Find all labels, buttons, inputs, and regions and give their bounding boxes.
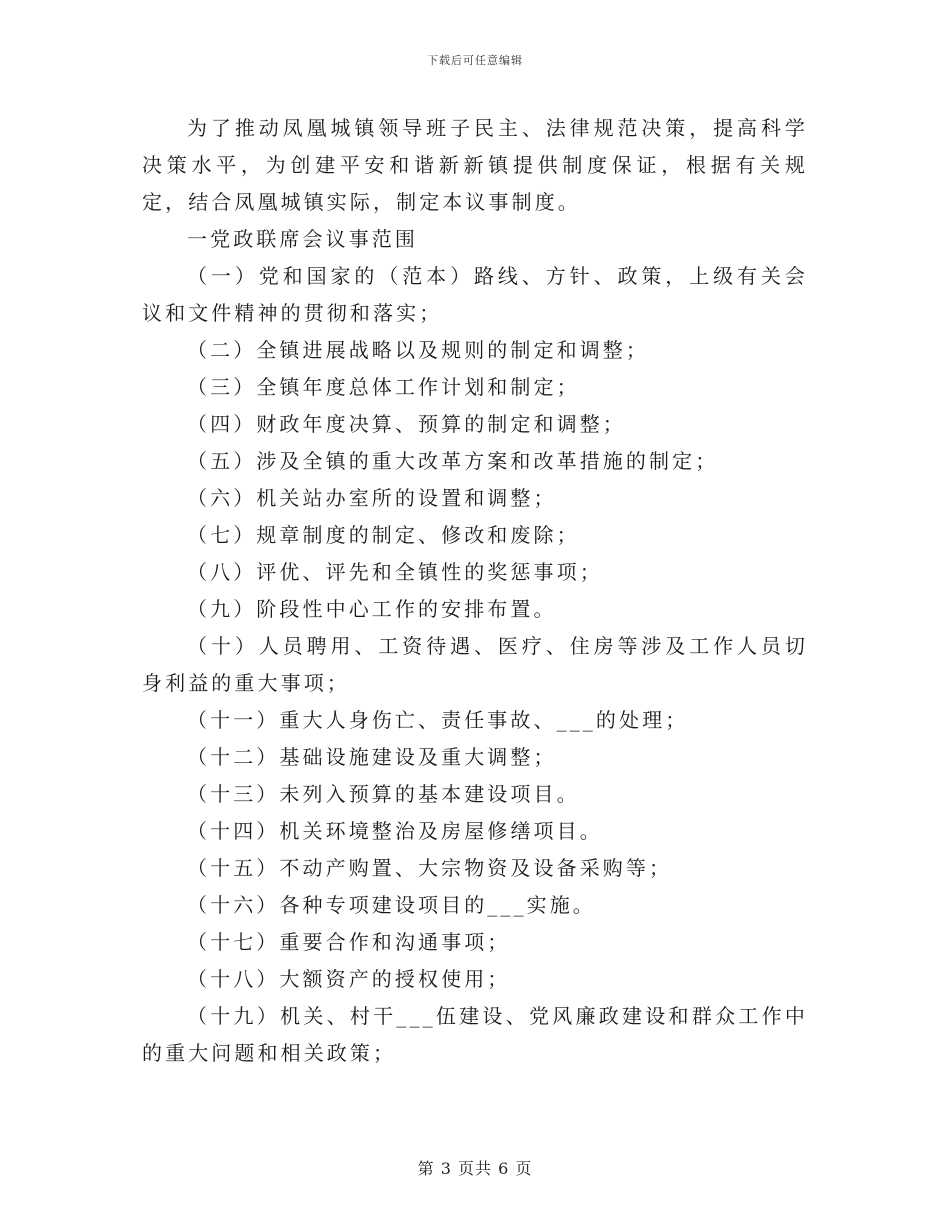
list-item: （十一）重大人身伤亡、责任事故、___的处理； [187,708,689,732]
document-body [142,110,808,1072]
list-item: （四）财政年度决算、预算的制定和调整； [187,412,626,436]
list-item: （十七）重要合作和沟通事项； [187,930,511,954]
list-item: （十二）基础设施建设及重大调整； [187,745,557,769]
section-heading: 一党政联席会议事范围 [187,227,418,251]
page-header-note: 下载后可任意编辑 [427,54,523,67]
list-item: （一）党和国家的（范本）路线、方针、政策，上级有关会议和文件精神的贯彻和落实； [142,264,808,325]
list-item: （三）全镇年度总体工作计划和制定； [187,375,580,399]
page-number: 第 3 页共 6 页 [417,1159,533,1178]
list-item: （二）全镇进展战略以及规则的制定和调整； [187,338,649,362]
list-item: （九）阶段性中心工作的安排布置。 [187,597,557,621]
list-item: （十）人员聘用、工资待遇、医疗、住房等涉及工作人员切身利益的重大事项； [142,634,808,695]
list-item: （十八）大额资产的授权使用； [187,967,511,991]
list-item: （六）机关站办室所的设置和调整； [187,486,557,510]
list-item: （十三）未列入预算的基本建设项目。 [187,782,580,806]
list-item: （十五）不动产购置、大宗物资及设备采购等； [187,856,673,880]
list-item: （十九）机关、村干___伍建设、党风廉政建设和群众工作中的重大问题和相关政策； [142,1004,808,1065]
list-item: （五）涉及全镇的重大改革方案和改革措施的制定； [187,449,719,473]
list-item: （八）评优、评先和全镇性的奖惩事项； [187,560,603,584]
list-item: （十四）机关环境整治及房屋修缮项目。 [187,819,603,843]
list-item: （七）规章制度的制定、修改和废除； [187,523,580,547]
list-item: （十六）各种专项建设项目的___实施。 [187,893,596,917]
intro-paragraph: 为了推动凤凰城镇领导班子民主、法律规范决策，提高科学决策水平，为创建平安和谐新新镇提供制度保证，根据有关规定，结合凤凰城镇实际，制定本议事制度。 [142,116,808,214]
